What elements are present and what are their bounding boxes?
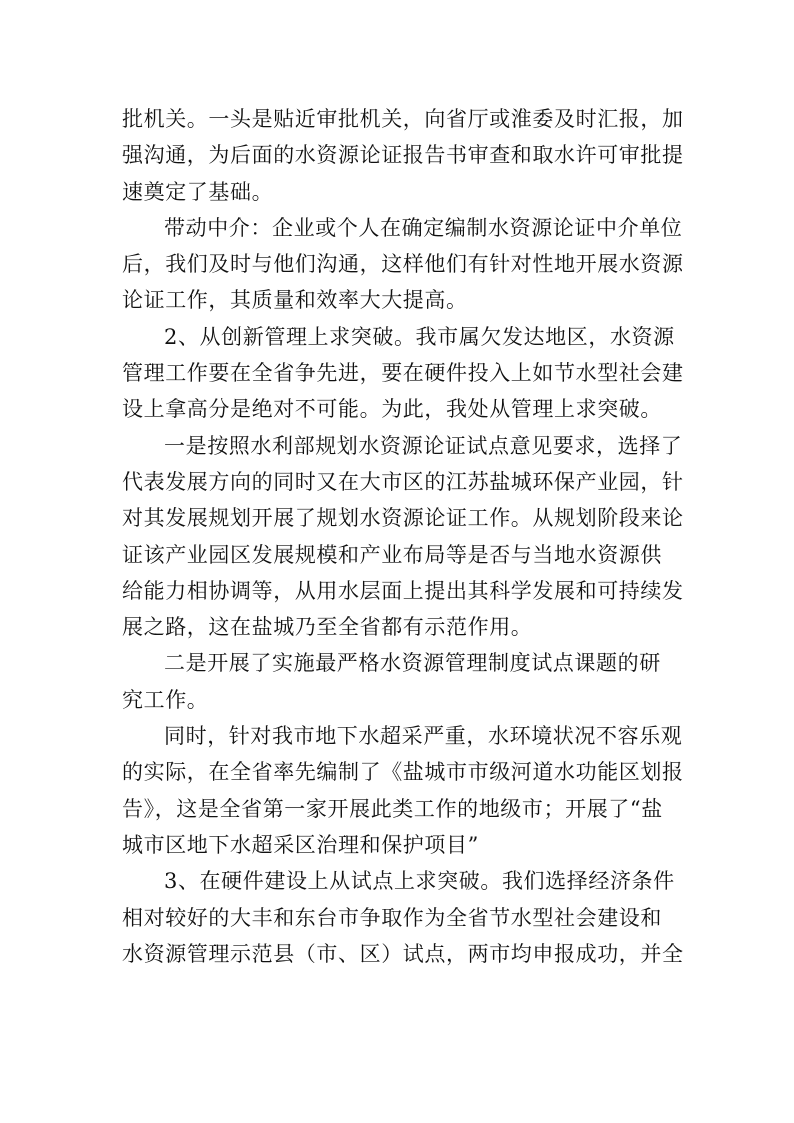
paragraph-strict-management-research (122, 645, 674, 718)
text-line: 给能力相协调等，从用水层面上提出其科学发展和可持续发 (122, 578, 684, 603)
text-line: 一是按照水利部规划水资源论证试点意见要求，选择了 (164, 433, 683, 458)
text-line: 究工作。 (122, 687, 209, 712)
paragraph-groundwater-overdraft (122, 718, 684, 863)
text-line: 代表发展方向的同时又在大市区的江苏盐城环保产业园，针 (122, 469, 684, 494)
text-line: 同时，针对我市地下水超采严重，水环境状况不容乐观 (164, 724, 683, 749)
paragraph-hardware-pilot (122, 863, 684, 972)
text-line: 速奠定了基础。 (122, 179, 274, 204)
text-line: 展之路，这在盐城乃至全省都有示范作用。 (122, 615, 533, 640)
text-line: 强沟通，为后面的水资源论证报告书审查和取水许可审批提 (122, 143, 684, 168)
text-line: 的实际，在全省率先编制了《盐城市市级河道水功能区划报 (122, 760, 684, 785)
document-body (122, 101, 684, 972)
paragraph-drive-intermediary (122, 210, 684, 319)
text-line: 设上拿高分是绝对不可能。为此，我处从管理上求突破。 (122, 397, 662, 422)
text-line: 论证工作，其质量和效率大大提高。 (122, 288, 468, 313)
text-line: 二是开展了实施最严格水资源管理制度试点课题的研 (164, 651, 661, 676)
text-line: 相对较好的大丰和东台市争取作为全省节水型社会建设和 (122, 905, 662, 930)
text-line: 水资源管理示范县（市、区）试点，两市均申报成功，并全 (122, 941, 684, 966)
paragraph-approval-organ (122, 101, 684, 210)
text-line: 带动中介：企业或个人在确定编制水资源论证中介单位 (164, 215, 683, 240)
text-line: 管理工作要在全省争先进，要在硬件投入上如节水型社会建 (122, 361, 684, 386)
text-line: 2、从创新管理上求突破。我市属欠发达地区，水资源 (164, 324, 675, 349)
text-line: 对其发展规划开展了规划水资源论证工作。从规划阶段来论 (122, 506, 684, 531)
paragraph-management-innovation (122, 319, 684, 428)
text-line: 告》，这是全省第一家开展此类工作的地级市；开展了“盐 (122, 796, 663, 821)
text-line: 3、在硬件建设上从试点上求突破。我们选择经济条件 (164, 869, 675, 894)
text-line: 批机关。一头是贴近审批机关，向省厅或淮委及时汇报，加 (122, 107, 684, 131)
text-line: 后，我们及时与他们沟通，这样他们有针对性地开展水资源 (122, 252, 684, 277)
paragraph-planning-demonstration (122, 428, 684, 646)
text-line: 城市区地下水超采区治理和保护项目” (122, 832, 479, 857)
text-line: 证该产业园区发展规模和产业布局等是否与当地水资源供 (122, 542, 662, 567)
